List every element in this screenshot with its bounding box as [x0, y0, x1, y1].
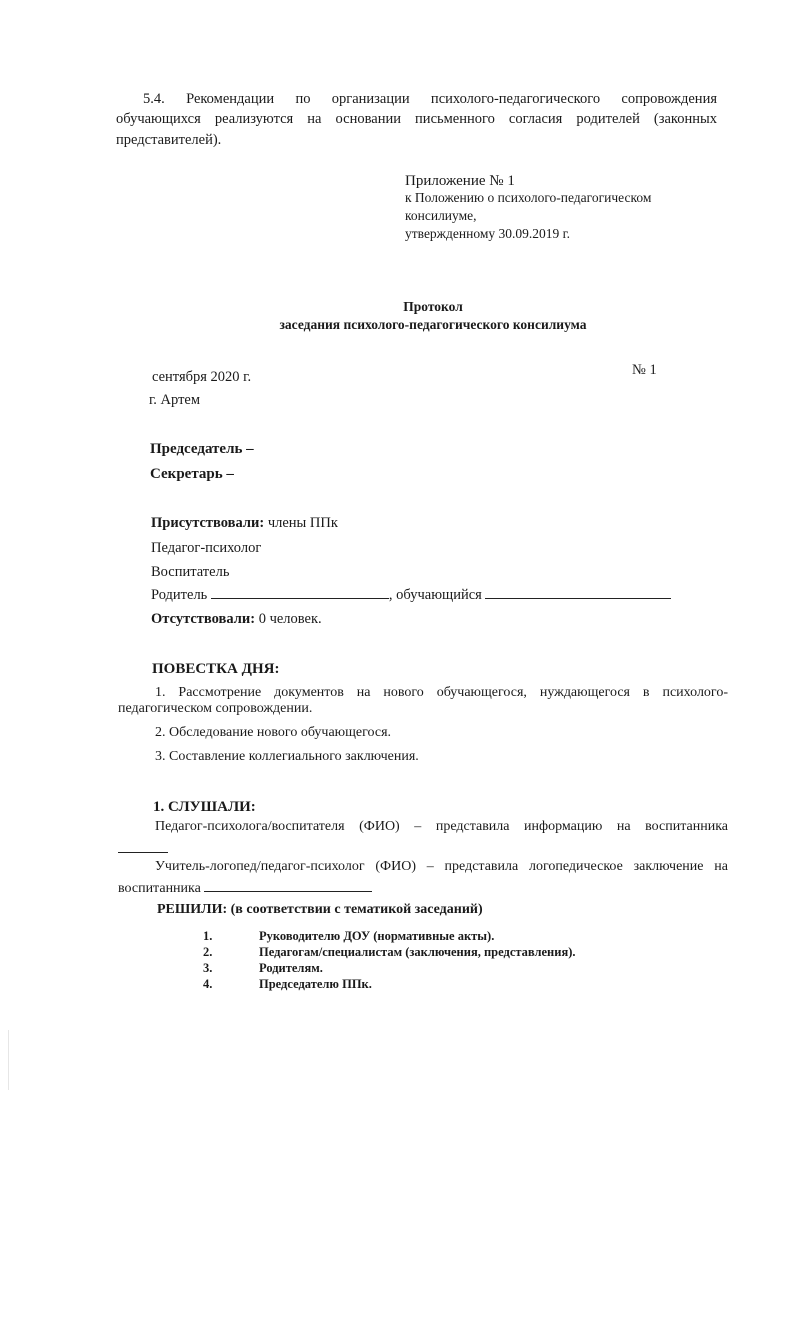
absent-value: 0 человек.	[255, 611, 322, 627]
student-blank-line	[485, 584, 671, 599]
heard-heading: 1. СЛУШАЛИ:	[153, 799, 256, 815]
parent-blank-line	[211, 584, 389, 599]
heard-p2-line1: Учитель-логопед/педагог-психолог (ФИО) – представила логопедическое заключение на	[155, 859, 728, 874]
absent-label: Отсутствовали:	[151, 611, 256, 627]
agenda-item1-line2: педагогическом сопровождении.	[118, 701, 313, 716]
present-label: Присутствовали:	[151, 515, 265, 531]
decision-item	[203, 928, 576, 944]
appendix-line2: к Положению о психолого-педагогическом	[405, 190, 652, 205]
heard-p1-blank-line	[118, 838, 168, 853]
heard-p1-line1: Педагог-психолога/воспитателя (ФИО) – представила информацию на воспитанника	[155, 819, 728, 834]
agenda-item2: 2. Обследование нового обучающегося.	[155, 725, 392, 740]
decision-number: 1.	[203, 929, 213, 943]
decision-item	[203, 960, 576, 976]
appendix-line3: консилиуме,	[405, 208, 477, 223]
heard-p2-blank-line	[204, 877, 372, 892]
decision-item	[203, 976, 576, 992]
protocol-city: г. Артем	[149, 392, 201, 408]
decisions-list	[203, 928, 576, 992]
student-label: , обучающийся	[388, 587, 482, 603]
heard-p2-line2	[118, 877, 372, 898]
parent-label: Родитель	[151, 587, 208, 603]
decision-number: 2.	[203, 945, 213, 959]
decision-text: Руководителю ДОУ (нормативные акты).	[259, 929, 495, 943]
member-educator: Воспитатель	[151, 564, 230, 580]
parent-line	[151, 584, 671, 604]
heard-p2-label: воспитанника	[118, 881, 201, 896]
agenda-item3: 3. Составление коллегиального заключения.	[155, 749, 419, 764]
protocol-title: Протокол	[403, 299, 463, 314]
decision-item	[203, 944, 576, 960]
decided-heading: РЕШИЛИ: (в соответствии с тематикой заседаний)	[157, 902, 483, 917]
present-line	[151, 514, 338, 532]
decision-text: Родителям.	[259, 961, 323, 975]
decision-text: Педагогам/специалистам (заключения, представления).	[259, 945, 576, 959]
decision-text: Председателю ППк.	[259, 977, 372, 991]
agenda-heading: ПОВЕСТКА ДНЯ:	[152, 661, 280, 677]
section-5-4-line2: обучающихся реализуются на основании письменного согласия родителей (законных	[116, 111, 717, 127]
protocol-number: № 1	[632, 362, 657, 378]
section-5-4-line1: 5.4. Рекомендации по организации психолого-педагогического сопровождения	[143, 91, 717, 107]
decision-number: 4.	[203, 977, 213, 991]
appendix-line1: Приложение № 1	[405, 173, 515, 189]
protocol-date: сентября 2020 г.	[152, 369, 252, 385]
section-5-4-line3: представителей).	[116, 132, 222, 148]
secretary-label: Секретарь –	[150, 466, 234, 482]
decision-number: 3.	[203, 961, 213, 975]
scan-edge-mark	[8, 1030, 9, 1090]
chairman-label: Председатель –	[150, 441, 254, 457]
absent-line	[151, 610, 322, 628]
protocol-subtitle: заседания психолого-педагогического консилиума	[279, 317, 587, 332]
member-psychologist: Педагог-психолог	[151, 540, 262, 556]
agenda-item1-line1: 1. Рассмотрение документов на нового обучающегося, нуждающегося в психолого-	[155, 685, 728, 700]
present-value: члены ППк	[264, 515, 338, 531]
appendix-line4: утвержденному 30.09.2019 г.	[405, 226, 570, 241]
